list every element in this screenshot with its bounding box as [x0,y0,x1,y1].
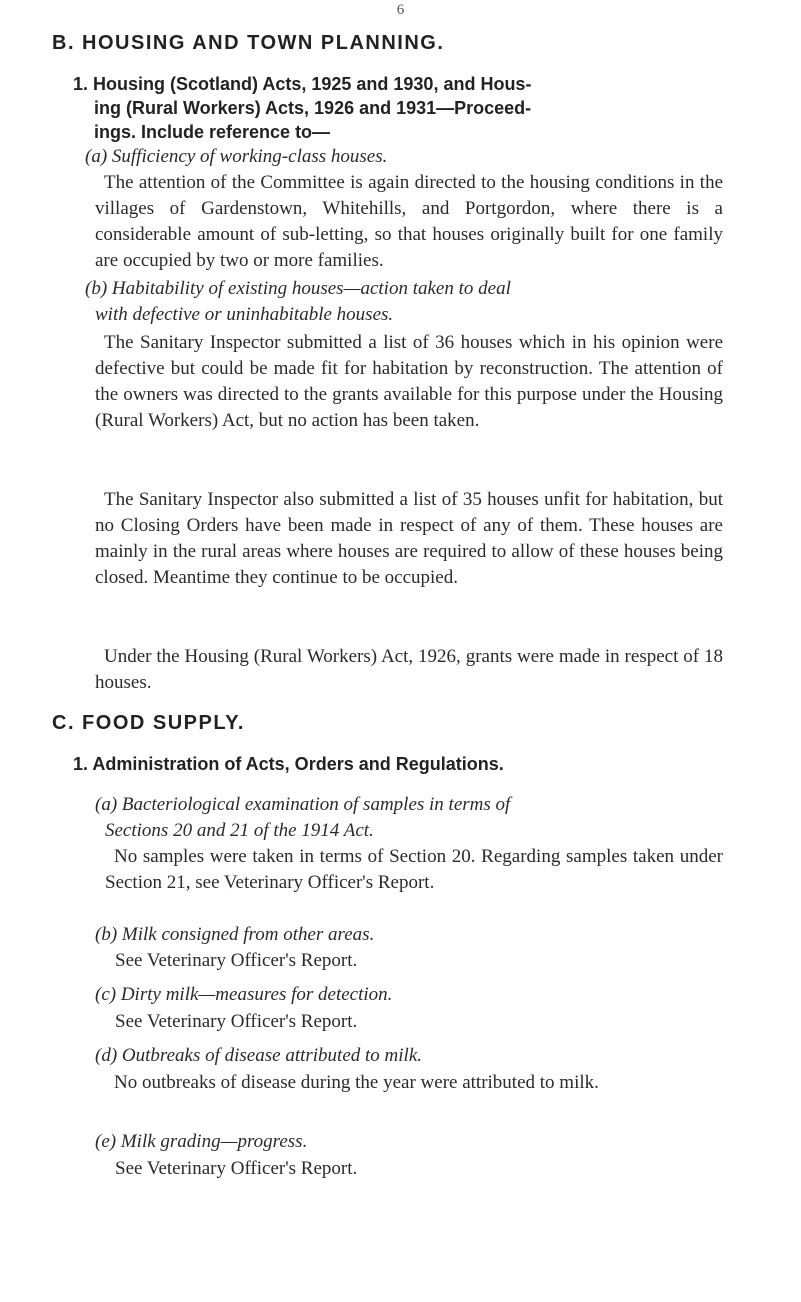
section-b-b-heading-line2: with defective or uninhabitable houses. [95,304,394,325]
section-c-a-heading-line1: (a) Bacteriological examination of samples in terms of [95,794,511,815]
section-c-e-heading: (e) Milk grading—progress. [95,1131,308,1152]
section-c-d-text: No outbreaks of disease during the year were attributed to milk. [114,1072,599,1093]
section-b-b-paragraph-1: The Sanitary Inspector submitted a list of 36 houses which in his opinion were defective but could be made fit for habitation by reconstruction. The attention of the owners was directed to the grants available for this purpose under the Housing (Rural Workers) Act, but no action has been taken. [95,332,723,431]
section-c-a-heading-line2: Sections 20 and 21 of the 1914 Act. [105,820,374,841]
section-c-c-text: See Veterinary Officer's Report. [115,1011,358,1032]
section-c-item1: 1. Administration of Acts, Orders and Regulations. [73,754,504,774]
section-c-b-heading: (b) Milk consigned from other areas. [95,924,375,945]
section-c-d-heading: (d) Outbreaks of disease attributed to milk. [95,1045,422,1066]
section-b-b-paragraph-3: Under the Housing (Rural Workers) Act, 1926, grants were made in respect of 18 houses. [95,646,723,693]
section-b-heading: B. HOUSING AND TOWN PLANNING. [52,32,445,54]
page-number: 6 [396,2,405,18]
section-b-item1 [73,72,723,144]
section-c-a-text: No samples were taken in terms of Section 20. Regarding samples taken under Section 21, see Veterinary Officer's Report. [105,846,723,893]
section-b-b-heading [85,276,725,328]
section-c-a-heading [95,792,725,844]
section-c-c-heading: (c) Dirty milk—measures for detection. [95,984,393,1005]
section-c-b-text: See Veterinary Officer's Report. [115,950,358,971]
section-b-item1-line2: ing (Rural Workers) Acts, 1926 and 1931—Proceed- [94,98,532,118]
section-b-a-heading: (a) Sufficiency of working-class houses. [85,146,388,167]
section-b-b-heading-line1: (b) Habitability of existing houses—action taken to deal [85,278,511,299]
section-b-a-text: The attention of the Committee is again directed to the housing conditions in the villages of Gardenstown, Whitehills, and Portgordon, where there is a considerable amount of sub-letting, so that houses originally built for one family are occupied by two or more families. [95,172,723,271]
section-c-heading: C. FOOD SUPPLY. [52,712,245,734]
section-c-e-text: See Veterinary Officer's Report. [115,1158,358,1179]
section-b-item1-line1: 1. Housing (Scotland) Acts, 1925 and 1930, and Hous- [73,74,532,94]
section-b-item1-line3: ings. Include reference to— [94,122,331,142]
section-b-b-paragraph-2: The Sanitary Inspector also submitted a list of 35 houses unfit for habitation, but no Closing Orders have been made in respect of any of them. These houses are mainly in the rural areas where houses are required to allow of these houses being closed. Meantime they continue to be occupied. [95,489,723,588]
